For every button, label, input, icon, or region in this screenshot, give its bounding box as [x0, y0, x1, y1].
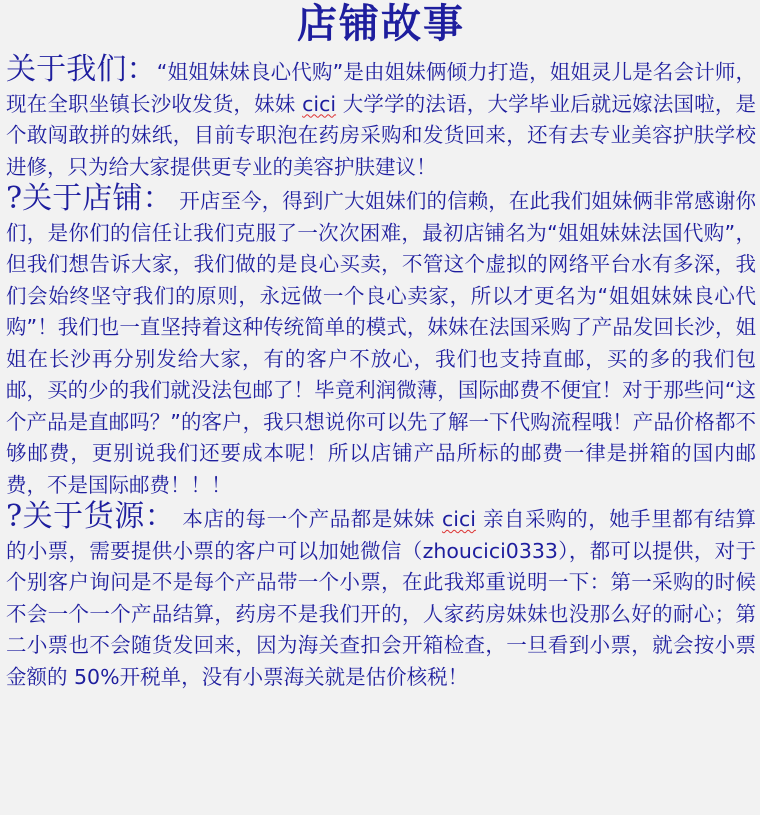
section-about-store [6, 183, 756, 501]
section-about-us [6, 54, 756, 183]
section-about-source [6, 501, 756, 693]
section-heading: 关于我们： [6, 52, 157, 87]
section-text: 本店的每一个产品都是妹妹 [175, 507, 442, 531]
spellcheck-word: cici [441, 507, 476, 531]
section-heading: ?关于店铺： [6, 181, 173, 216]
section-heading: ?关于货源： [6, 499, 176, 534]
section-text: “姐姐妹妹良心代购”是由姐妹俩倾力打造，姐姐灵儿是名会计师，现在全职坐镇长沙收发货，妹妹 [6, 60, 756, 116]
section-text: 开店至今，得到广大姐妹们的信赖，在此我们姐妹俩非常感谢你们，是你们的信任让我们克服了一次次困难，最初店铺名为“姐姐妹妹法国代购”，但我们想告诉大家，我们做的是良心买卖，不管这个虚拟的网络平台水有多深，我们会始终坚守我们的原则，永远做一个良心卖家，所以才更名为“姐姐妹妹良心代购”！我们也一直坚持着这种传统简单的模式，妹妹在法国采购了产品发回长沙，姐姐在长沙再分别发给大家，有的客户不放心，我们也支持直邮，买的多的我们包邮，买的少的我们就没法包邮了！毕竟利润微薄，国际邮费不便宜！对于那些问“这个产品是直邮吗？”的客户，我只想说你可以先了解一下代购流程哦！产品价格都不够邮费，更别说我们还要成本呢！所以店铺产品所标的邮费一律是拼箱的国内邮费，不是国际邮费！！！ [6, 189, 756, 497]
spellcheck-word: cici [302, 91, 337, 116]
section-text: 大学学的法语，大学毕业后就远嫁法国啦，是个敢闯敢拼的妹纸，目前专职泡在药房采购和发货回来，还有去专业美容护肤学校进修，只为给大家提供更专业的美容护肤建议！ [6, 91, 757, 179]
section-text: 亲自采购的，她手里都有结算的小票，需要提供小票的客户可以加她微信（zhoucici0333），都可以提供，对于个别客户询问是不是每个产品带一个小票，在此我郑重说明一下：第一采购的时候不会一个一个产品结算，药房不是我们开的，人家药房妹妹也没那么好的耐心；第二小票也不会随货发回来，因为海关查扣会开箱检查，一旦看到小票，就会按小票金额的 50%开税单，没有小票海关就是估价核税！ [6, 507, 756, 689]
page-title: 店铺故事 [297, 0, 465, 47]
